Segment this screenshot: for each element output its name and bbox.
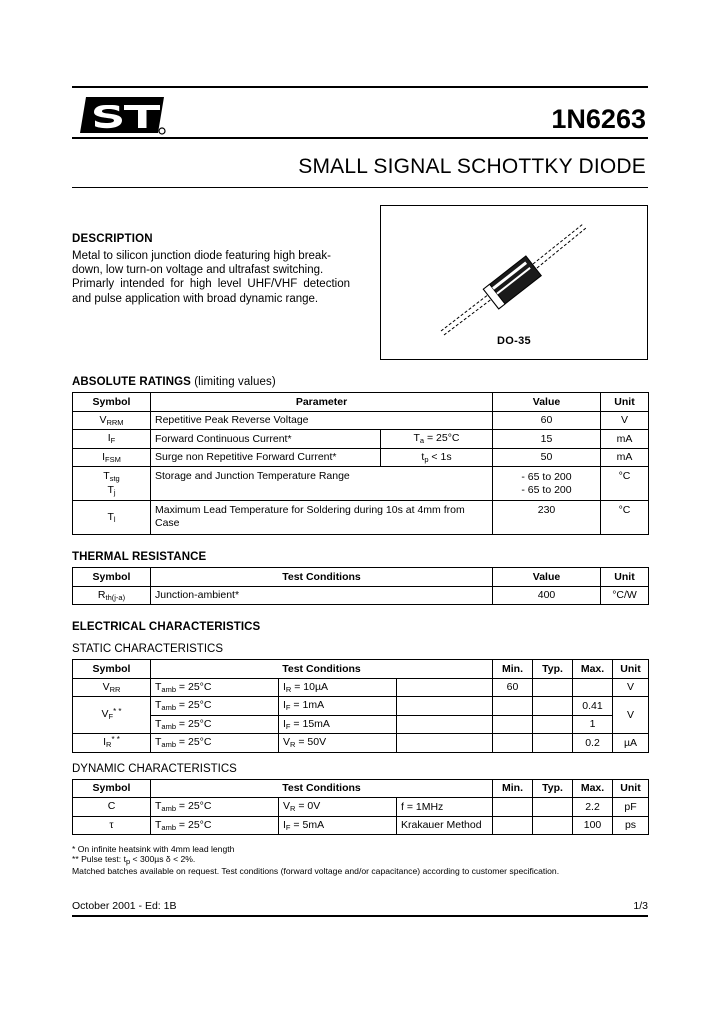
table-row bbox=[73, 430, 649, 449]
cond-tail: = 25°C bbox=[176, 717, 212, 730]
cell-symbol bbox=[73, 501, 151, 535]
cond-sub: R bbox=[285, 684, 292, 694]
cond-sub: R bbox=[290, 804, 296, 813]
table-row bbox=[73, 697, 649, 716]
footnotes bbox=[72, 844, 648, 876]
cell-condition-2 bbox=[279, 734, 397, 753]
symbol-main: V bbox=[101, 708, 109, 721]
cond-tail: = 25°C bbox=[176, 800, 212, 812]
cell-symbol bbox=[73, 411, 151, 430]
col-unit: Unit bbox=[613, 660, 649, 679]
table-row bbox=[73, 798, 649, 817]
cell-typ bbox=[533, 715, 573, 734]
cell-typ bbox=[533, 734, 573, 753]
cell-max bbox=[573, 678, 613, 697]
cond-tail: = 1mA bbox=[290, 699, 325, 711]
col-typ: Typ. bbox=[533, 660, 573, 679]
cell-unit: ps bbox=[613, 816, 649, 835]
symbol-main-2: T bbox=[107, 483, 114, 496]
symbol-main: T bbox=[107, 510, 114, 523]
footnote-2-prefix: ** Pulse test: t bbox=[72, 854, 126, 865]
cond-main: T bbox=[155, 717, 162, 730]
cell-symbol bbox=[73, 448, 151, 467]
condition-sub: p bbox=[424, 454, 429, 464]
value-line-2: - 65 to 200 bbox=[521, 483, 572, 496]
cell-typ bbox=[533, 697, 573, 716]
footnote-3: Matched batches available on request. Test conditions (forward voltage and/or capacitance) according to customer specification. bbox=[72, 865, 560, 876]
col-test-conditions: Test Conditions bbox=[151, 779, 493, 798]
footnote-2 bbox=[72, 854, 648, 865]
cell-min: 60 bbox=[493, 678, 533, 697]
symbol-main: I bbox=[103, 736, 107, 748]
cond-sub: amb bbox=[161, 703, 177, 712]
symbol-sub-2: j bbox=[113, 487, 116, 497]
symbol-sub: RR bbox=[109, 684, 121, 694]
symbol-main: R bbox=[97, 588, 106, 601]
thermal-resistance-table bbox=[72, 567, 649, 605]
table-row bbox=[73, 448, 649, 467]
package-label: DO-35 bbox=[497, 335, 531, 347]
cond-sub: amb bbox=[161, 740, 177, 749]
cell-condition-1 bbox=[151, 697, 279, 716]
symbol-main: τ bbox=[109, 818, 114, 831]
cond-tail: = 25°C bbox=[176, 699, 212, 711]
footer-page-number: 1/3 bbox=[633, 900, 648, 912]
symbol-sub: RRM bbox=[106, 417, 124, 427]
table-row bbox=[73, 678, 649, 697]
symbol-main: V bbox=[102, 680, 110, 693]
col-unit: Unit bbox=[601, 393, 649, 412]
cell-unit: µA bbox=[613, 734, 649, 753]
description-column bbox=[72, 205, 350, 360]
value-line-1: - 65 to 200 bbox=[521, 471, 572, 483]
page-content bbox=[72, 86, 648, 876]
cell-value: 60 bbox=[493, 411, 601, 430]
cell-condition-2 bbox=[279, 678, 397, 697]
cond-sub: R bbox=[290, 740, 296, 749]
table-row bbox=[73, 467, 649, 501]
cond-sub: F bbox=[285, 721, 291, 731]
cell-unit: V bbox=[613, 697, 649, 734]
cell-condition-3 bbox=[397, 678, 493, 697]
dynamic-characteristics-heading: DYNAMIC CHARACTERISTICS bbox=[72, 762, 237, 775]
cell-value bbox=[493, 467, 601, 501]
col-symbol: Symbol bbox=[73, 660, 151, 679]
symbol-sub: l bbox=[113, 514, 116, 524]
package-diagram-box bbox=[380, 205, 648, 360]
cell-condition-1 bbox=[151, 734, 279, 753]
cell-min bbox=[493, 734, 533, 753]
symbol-main: I bbox=[102, 450, 106, 463]
table-row bbox=[73, 715, 649, 734]
absolute-ratings-heading-bold: ABSOLUTE RATINGS bbox=[72, 376, 191, 388]
footnote-1: * On infinite heatsink with 4mm lead length bbox=[72, 844, 235, 854]
cond-sub: amb bbox=[161, 721, 177, 731]
cond-tail: = 50V bbox=[295, 736, 327, 748]
cell-value: 50 bbox=[493, 448, 601, 467]
footer-row bbox=[72, 900, 648, 915]
col-symbol: Symbol bbox=[73, 779, 151, 798]
header-row bbox=[72, 88, 648, 137]
part-number: 1N6263 bbox=[551, 104, 646, 134]
condition-tail: = 25°C bbox=[424, 432, 460, 444]
table-header-row bbox=[73, 393, 649, 412]
cell-unit: °C bbox=[601, 467, 649, 501]
cell-condition-1 bbox=[151, 798, 279, 817]
table-header-row bbox=[73, 779, 649, 798]
description-paragraph-2: Primarly intended for high level UHF/VHF detection and pulse application with broad dynamic range. bbox=[72, 278, 350, 305]
description-paragraph-1: Metal to silicon junction diode featuring high break-down, low turn-on voltage and ultrafast switching. bbox=[72, 250, 331, 277]
cell-value: 400 bbox=[493, 586, 601, 605]
symbol-main: I bbox=[107, 432, 111, 444]
col-value: Value bbox=[493, 393, 601, 412]
cell-condition-3: Krakauer Method bbox=[397, 816, 493, 835]
cond-sub: F bbox=[285, 822, 291, 832]
symbol-sub: F bbox=[110, 436, 116, 445]
cond-main: T bbox=[155, 699, 162, 711]
symbol-sub: th(j-a) bbox=[105, 592, 126, 602]
col-min: Min. bbox=[493, 779, 533, 798]
cell-condition-2 bbox=[279, 798, 397, 817]
table-row bbox=[73, 734, 649, 753]
cond-main: V bbox=[283, 736, 291, 748]
footnote-2-tail: < 300µs δ < 2%. bbox=[130, 854, 196, 865]
cell-symbol bbox=[73, 586, 151, 605]
cell-parameter: Repetitive Peak Reverse Voltage bbox=[151, 411, 493, 430]
table-row bbox=[73, 501, 649, 535]
footer-rule bbox=[72, 915, 648, 917]
static-characteristics-heading: STATIC CHARACTERISTICS bbox=[72, 643, 223, 655]
cell-max: 0.41 bbox=[573, 697, 613, 716]
cell-parameter: Maximum Lead Temperature for Soldering during 10s at 4mm from Case bbox=[151, 501, 493, 535]
thermal-resistance-heading: THERMAL RESISTANCE bbox=[72, 551, 207, 563]
col-unit: Unit bbox=[613, 779, 649, 798]
cell-symbol bbox=[73, 798, 151, 817]
cell-parameter: Surge non Repetitive Forward Current* bbox=[151, 448, 381, 467]
table-header-row bbox=[73, 568, 649, 587]
cond-tail: = 25°C bbox=[176, 680, 212, 693]
static-characteristics-table bbox=[72, 659, 649, 753]
symbol-stars: * * bbox=[113, 707, 122, 717]
cell-condition-3 bbox=[397, 715, 493, 734]
cell-typ bbox=[533, 816, 573, 835]
symbol-sub: stg bbox=[109, 474, 120, 483]
cell-min bbox=[493, 715, 533, 734]
cond-tail: = 0V bbox=[295, 800, 321, 812]
cond-main: I bbox=[283, 680, 286, 693]
cell-unit: mA bbox=[601, 448, 649, 467]
cell-min bbox=[493, 798, 533, 817]
col-value: Value bbox=[493, 568, 601, 587]
description-title: DESCRIPTION bbox=[72, 233, 153, 245]
col-test-conditions: Test Conditions bbox=[151, 568, 493, 587]
symbol-sub: F bbox=[108, 712, 114, 722]
absolute-ratings-heading bbox=[72, 376, 648, 388]
cell-min bbox=[493, 697, 533, 716]
cond-sub: amb bbox=[161, 684, 177, 694]
page-footer bbox=[72, 900, 648, 917]
condition-sub: a bbox=[419, 436, 425, 445]
footnote-2-sub: p bbox=[125, 857, 131, 867]
col-typ: Typ. bbox=[533, 779, 573, 798]
cell-parameter: Forward Continuous Current* bbox=[151, 430, 381, 449]
cell-symbol bbox=[73, 430, 151, 449]
condition-tail: < 1s bbox=[428, 450, 452, 463]
cond-main: T bbox=[155, 736, 162, 748]
dynamic-characteristics-table bbox=[72, 779, 649, 836]
cond-tail: = 10µA bbox=[291, 680, 329, 693]
symbol-sub: FSM bbox=[105, 454, 121, 464]
cond-main: I bbox=[283, 717, 286, 730]
condition-main: T bbox=[413, 432, 420, 444]
cond-main: I bbox=[283, 699, 286, 711]
cond-tail: = 25°C bbox=[176, 736, 212, 748]
cell-value: 15 bbox=[493, 430, 601, 449]
symbol-sub: R bbox=[106, 740, 112, 749]
absolute-ratings-heading-note: (limiting values) bbox=[194, 376, 276, 388]
st-logo bbox=[76, 93, 168, 137]
cell-test-conditions: Junction-ambient* bbox=[151, 586, 493, 605]
cell-symbol bbox=[73, 467, 151, 501]
cell-condition-1 bbox=[151, 816, 279, 835]
cell-condition-3 bbox=[397, 697, 493, 716]
cell-max: 2.2 bbox=[573, 798, 613, 817]
cond-main: V bbox=[283, 800, 291, 812]
cell-condition-2 bbox=[279, 715, 397, 734]
cond-main: T bbox=[155, 818, 162, 831]
cell-max: 0.2 bbox=[573, 734, 613, 753]
cond-sub: amb bbox=[161, 804, 177, 813]
cell-max: 1 bbox=[573, 715, 613, 734]
cell-symbol bbox=[73, 816, 151, 835]
symbol-main: T bbox=[103, 470, 110, 482]
subtitle-rule bbox=[72, 187, 648, 188]
symbol-main: V bbox=[99, 413, 107, 426]
table-header-row bbox=[73, 660, 649, 679]
cell-condition bbox=[381, 448, 493, 467]
electrical-characteristics-heading: ELECTRICAL CHARACTERISTICS bbox=[72, 621, 261, 633]
symbol-stars: * * bbox=[111, 735, 120, 744]
cond-tail: = 15mA bbox=[290, 717, 330, 730]
cell-max: 100 bbox=[573, 816, 613, 835]
col-parameter: Parameter bbox=[151, 393, 493, 412]
cell-symbol bbox=[73, 678, 151, 697]
col-unit: Unit bbox=[601, 568, 649, 587]
cell-parameter: Storage and Junction Temperature Range bbox=[151, 467, 493, 501]
col-test-conditions: Test Conditions bbox=[151, 660, 493, 679]
cell-unit: mA bbox=[601, 430, 649, 449]
condition-main: t bbox=[421, 450, 425, 463]
cond-main: T bbox=[155, 800, 162, 812]
cell-condition-2 bbox=[279, 697, 397, 716]
cell-typ bbox=[533, 678, 573, 697]
col-max: Max. bbox=[573, 660, 613, 679]
cell-unit: °C/W bbox=[601, 586, 649, 605]
cell-min bbox=[493, 816, 533, 835]
cond-sub: amb bbox=[161, 822, 177, 832]
col-symbol: Symbol bbox=[73, 393, 151, 412]
cond-main: I bbox=[283, 818, 286, 831]
cond-tail: = 25°C bbox=[176, 818, 212, 831]
cell-condition-3: f = 1MHz bbox=[397, 798, 493, 817]
absolute-ratings-table bbox=[72, 392, 649, 535]
col-max: Max. bbox=[573, 779, 613, 798]
table-row bbox=[73, 411, 649, 430]
cell-condition-3 bbox=[397, 734, 493, 753]
footer-date-edition: October 2001 - Ed: 1B bbox=[72, 900, 177, 912]
table-row bbox=[73, 816, 649, 835]
col-min: Min. bbox=[493, 660, 533, 679]
cell-unit: pF bbox=[613, 798, 649, 817]
cond-tail: = 5mA bbox=[290, 818, 325, 831]
cell-unit: V bbox=[601, 411, 649, 430]
description-package-block bbox=[72, 205, 648, 360]
document-subtitle: SMALL SIGNAL SCHOTTKY DIODE bbox=[298, 155, 646, 178]
cell-condition bbox=[381, 430, 493, 449]
cell-condition-1 bbox=[151, 715, 279, 734]
symbol-main: C bbox=[107, 800, 116, 812]
cell-condition-1 bbox=[151, 678, 279, 697]
cell-condition-2 bbox=[279, 816, 397, 835]
cell-value: 230 bbox=[493, 501, 601, 535]
col-symbol: Symbol bbox=[73, 568, 151, 587]
cell-symbol bbox=[73, 734, 151, 753]
cell-unit: V bbox=[613, 678, 649, 697]
cell-typ bbox=[533, 798, 573, 817]
table-row bbox=[73, 586, 649, 605]
cond-sub: F bbox=[285, 703, 291, 712]
cell-symbol bbox=[73, 697, 151, 734]
cell-unit: °C bbox=[601, 501, 649, 535]
cond-main: T bbox=[155, 680, 162, 693]
